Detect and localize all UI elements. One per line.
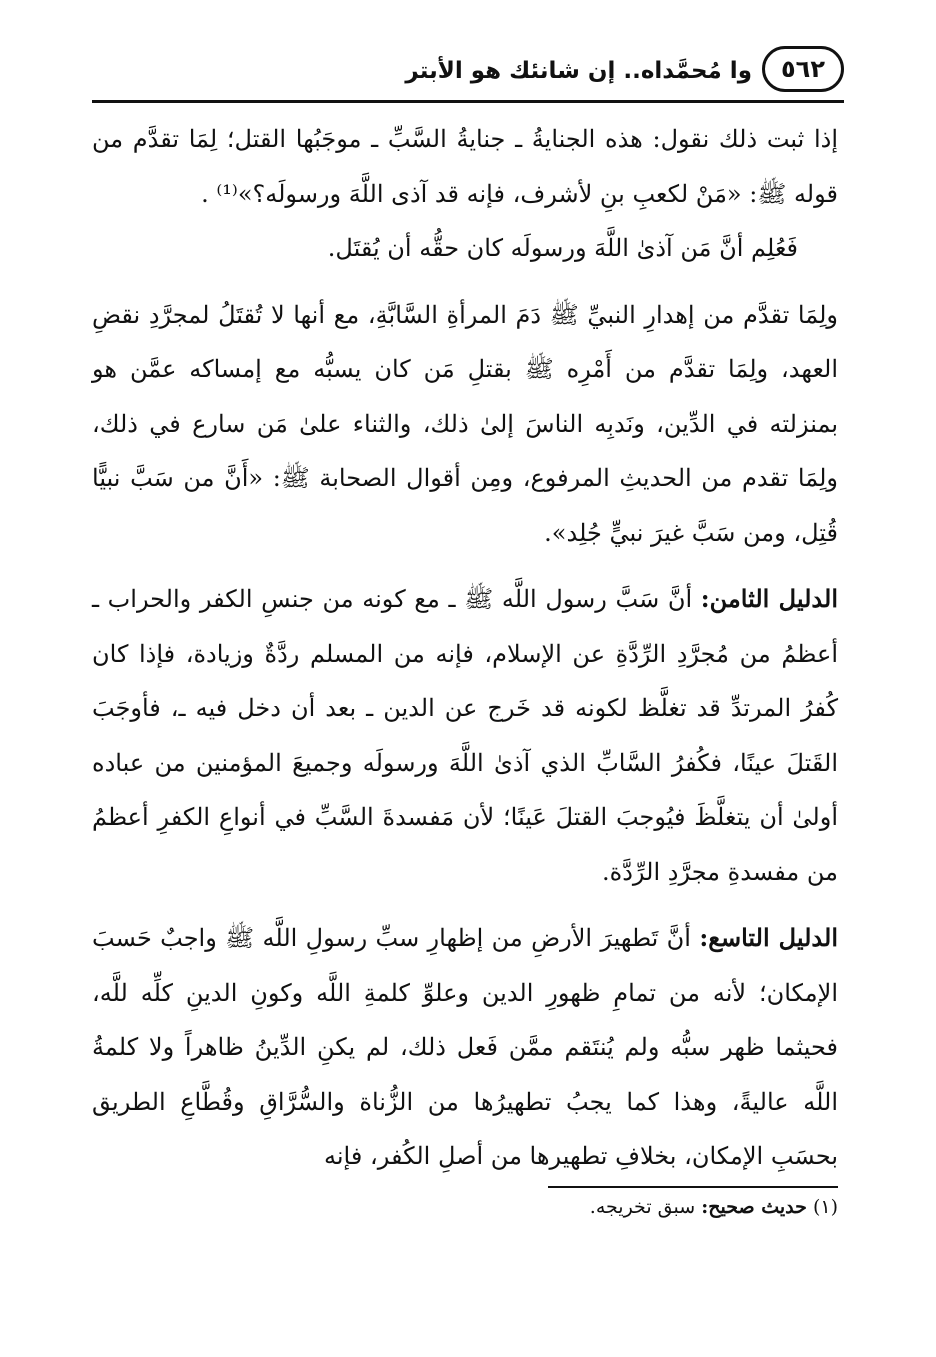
page-header [92,40,844,106]
section-lead-8: الدليل الثامن: [700,584,838,613]
running-title: وا مُحمَّداه.. إن شانئك هو الأبتر [405,58,752,84]
paragraph-1-text: إذا ثبت ذلك نقول: هذه الجنايةُ ـ جنايةُ السَّبِّ ـ موجَبُها القتل؛ لِمَا تقدَّم من قوله ﷺ: «مَنْ لكعبِ بنِ لأشرف، فإنه قد آذى اللَّهَ ورسولَه؟»⁽¹⁾ . [92,125,838,208]
section-lead-9: الدليل التاسع: [699,923,838,952]
paragraph-3-text: ولِمَا تقدَّم من إهدارِ النبيِّ ﷺ دَمَ المرأةِ السَّابَّةِ، مع أنها لا تُقتَلُ لمجرَّدِ نقضِ العهد، ولِمَا تقدَّم من أَمْرِه ﷺ بقتلِ مَن كان يسبُّه مع إمساكه عمَّن هو بمنزلته في الدِّين، ونَدبِه الناسَ إلىٰ ذلك، والثناء علىٰ مَن سارع في ذلك، ولِمَا تقدم من الحديثِ المرفوع، ومِن أقوال الصحابة ﷺ: «أَنَّ من سَبَّ نبيًّا قُتِل، ومن سَبَّ غيرَ نبيٍّ جُلِد». [92,300,838,547]
paragraph-5-text: أنَّ تَطهيرَ الأرضِ من إظهارِ سبِّ رسولِ اللَّه ﷺ واجبٌ حَسبَ الإمكان؛ لأنه من تمامِ ظهورِ الدين وعلوِّ كلمةِ اللَّه وكونِ الدينِ كلِّه للَّه، فحيثما ظهر سبُّه ولم يُنتَقم ممَّن فَعل ذلك، لم يكنِ الدِّينُ ظاهراً ولا كلمةُ اللَّه عاليةً، وهذا كما يجبُ تطهيرُها من الزُّناة والسُّرَّاقِ وقُطَّاعِ الطريق بحسَبِ الإمكان، بخلافِ تطهيرها من أصلِ الكُفر، فإنه [92,924,838,1170]
paragraph-1 [92,112,838,221]
footnote-label: حديث صحيح: [701,1196,807,1218]
paragraph-4-text: أنَّ سَبَّ رسول اللَّه ﷺ ـ مع كونه من جنسِ الكفر والحراب ـ أعظمُ من مُجرَّدِ الرِّدَّةِ عن الإسلام، فإنه من المسلم ردَّةٌ وزيادة، فإذا كان كُفرُ المرتدِّ قد تغلَّظ لكونه قد خَرج عن الدين ـ بعد أن دخل فيه ـ، فأوجَبَ القَتلَ عينًا، فكُفرُ السَّابِّ الذي آذىٰ اللَّهَ ورسولَه وجميعَ المؤمنين من عباده أولىٰ أن يتغلَّظَ فيُوجبَ القتلَ عَينًا؛ لأن مَفسدةَ السَّبِّ في أنواعِ الكفرِ أعظمُ من مفسدةِ مجرَّدِ الرِّدَّة. [92,585,838,886]
paragraph-2 [92,221,838,276]
body-text [92,112,838,1184]
page-number-badge: ٥٦٢ [762,46,844,92]
footnote-divider [548,1186,838,1188]
paragraph-2-text: فَعُلِم أنَّ مَن آذىٰ اللَّهَ ورسولَه كان حقُّه أن يُقتَل. [327,234,798,262]
footnote [590,1196,838,1218]
paragraph-4 [92,572,838,899]
header-divider [92,100,844,103]
paragraph-5 [92,911,838,1184]
footnote-text: سبق تخريجه. [589,1196,696,1218]
footnote-marker: (١) [812,1196,838,1218]
paragraph-3 [92,288,838,561]
